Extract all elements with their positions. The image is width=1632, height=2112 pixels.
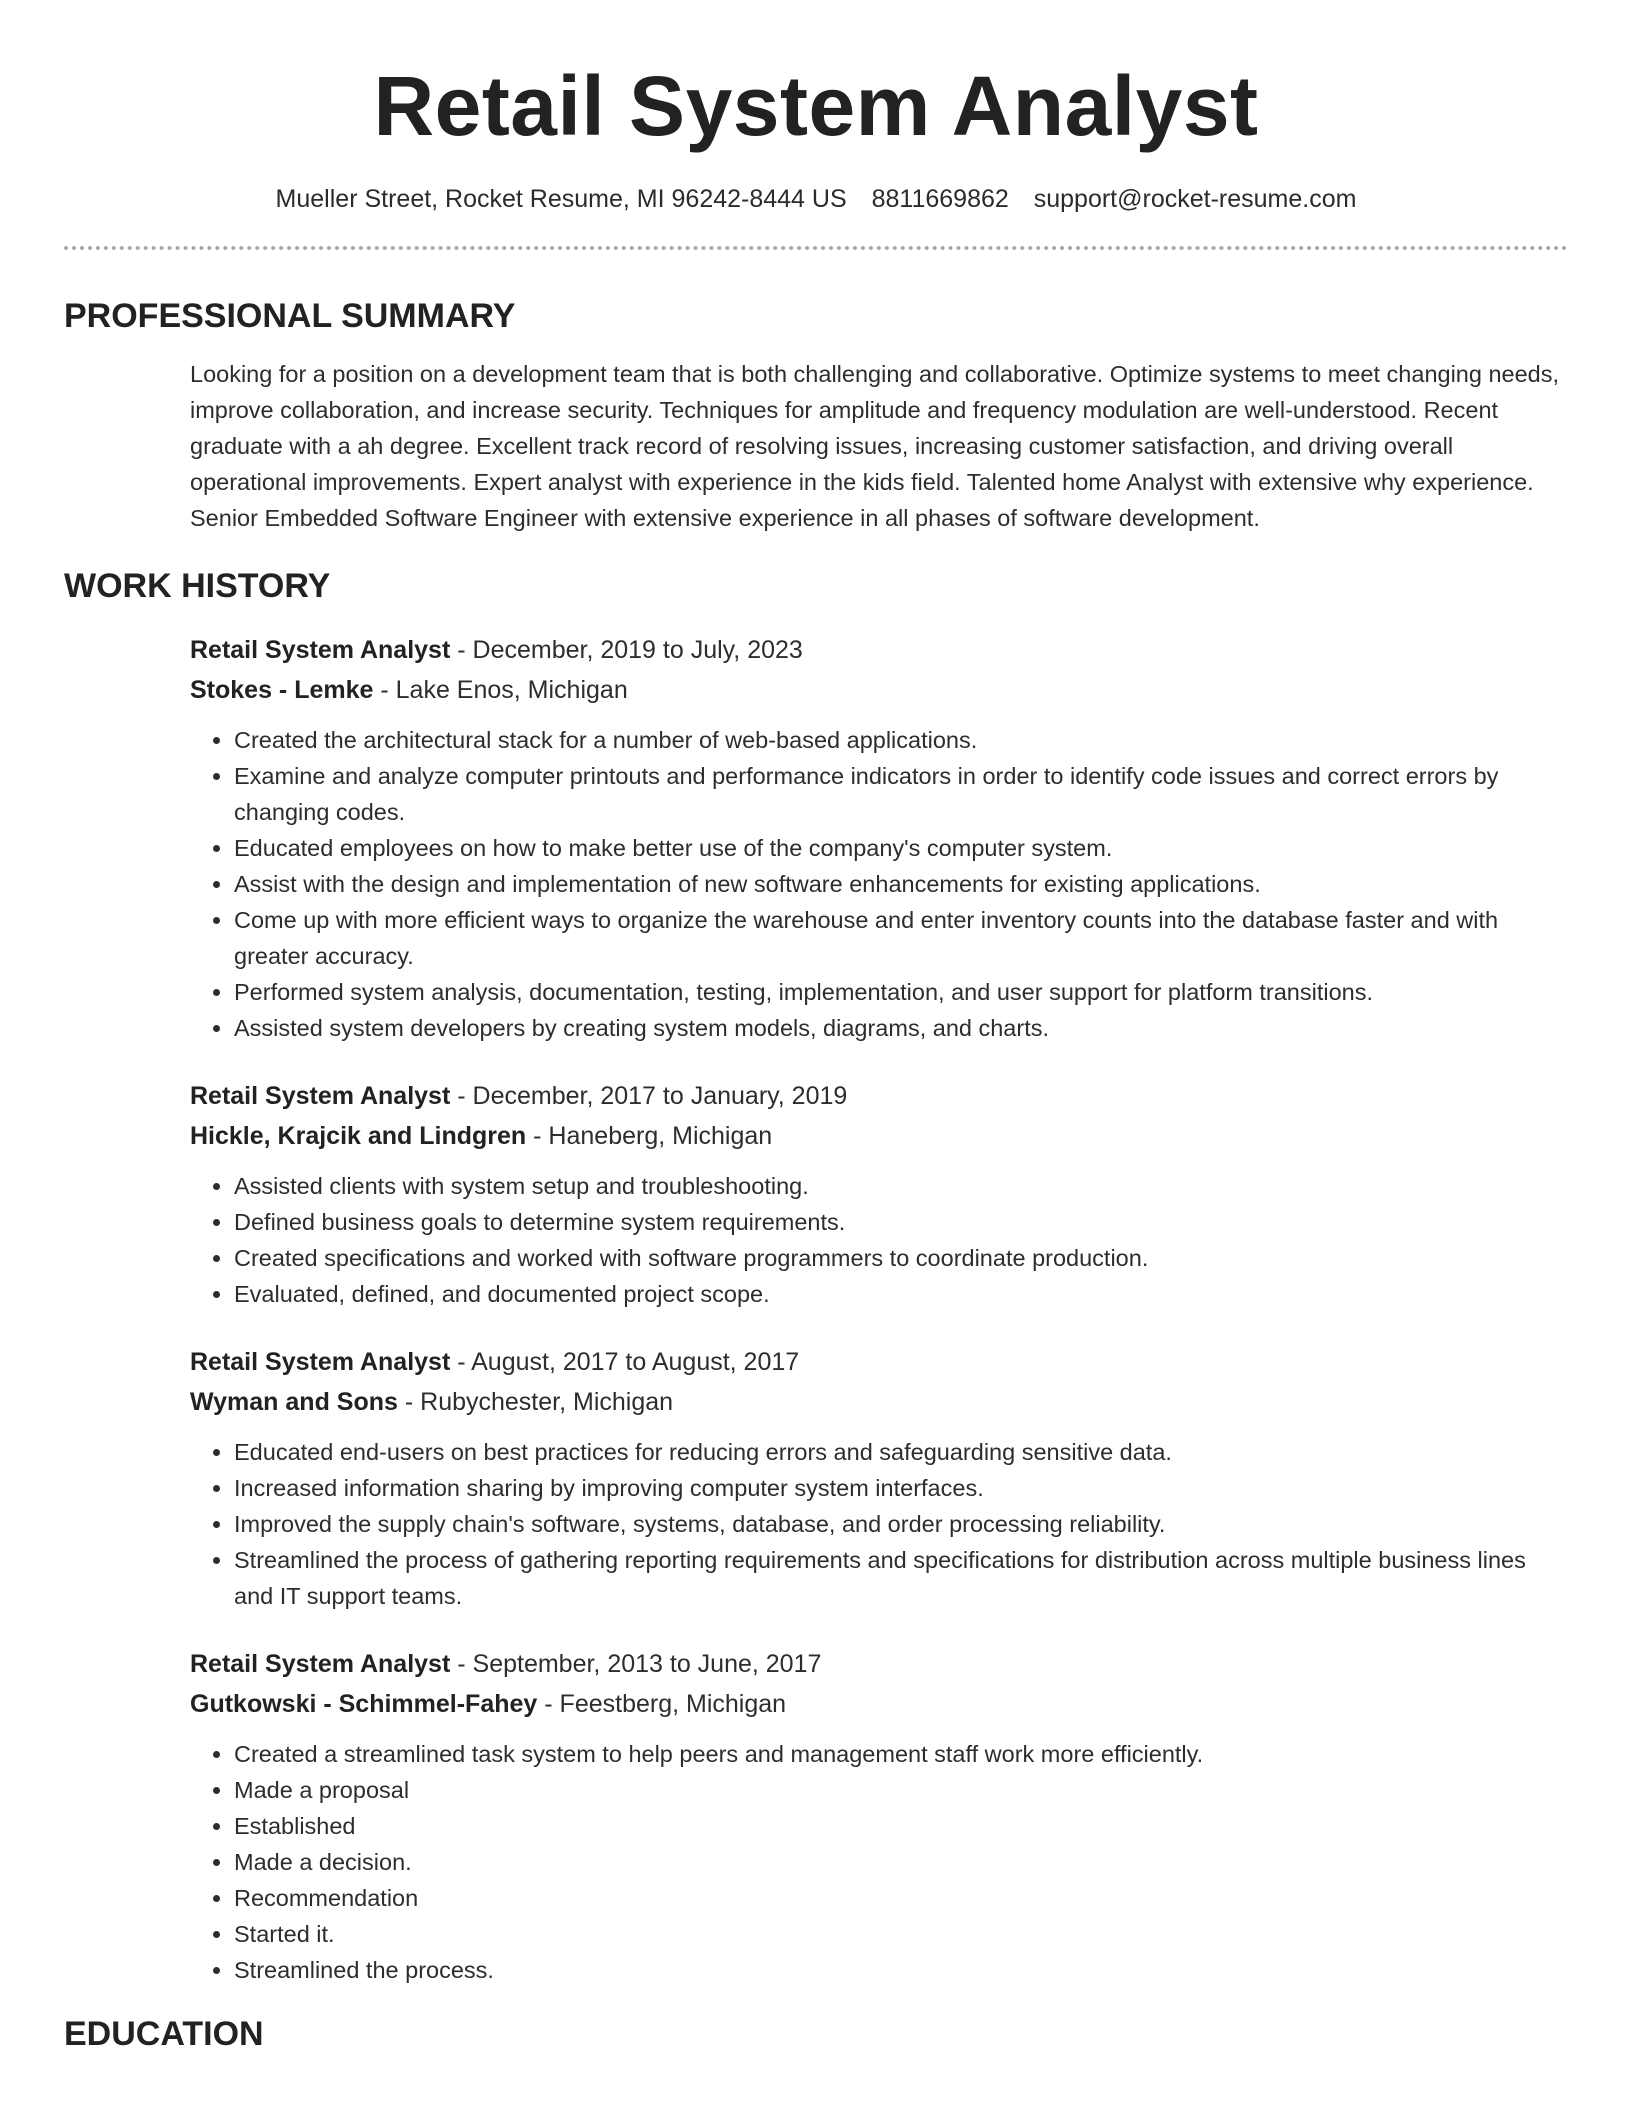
job-location: - Rubychester, Michigan: [397, 1388, 674, 1416]
duty-item: • Examine and analyze computer printouts and performance indicators in order to identify code issues and correct errors by changing codes.: [234, 758, 1568, 830]
duty-item: • Performed system analysis, documentation, testing, implementation, and user support for platform transitions.: [234, 974, 1568, 1010]
duty-item: • Educated employees on how to make better use of the company's computer system.: [234, 830, 1568, 866]
job-dates: - August, 2017 to August, 2017: [450, 1348, 800, 1376]
duty-item: • Recommendation: [234, 1880, 1568, 1916]
job-company: Gutkowski - Schimmel-Fahey: [190, 1690, 538, 1718]
duty-item: • Defined business goals to determine system requirements.: [234, 1204, 1568, 1240]
duty-item: • Streamlined the process of gathering reporting requirements and specifications for distribution across multiple business lines and IT support teams.: [234, 1542, 1568, 1614]
duty-item: • Assisted system developers by creating system models, diagrams, and charts.: [234, 1010, 1568, 1046]
duty-item: • Created specifications and worked with software programmers to coordinate production.: [234, 1240, 1568, 1276]
duty-item: • Streamlined the process.: [234, 1952, 1568, 1988]
resume-page: [64, 0, 1568, 2056]
education-section: [64, 2012, 1568, 2056]
duty-item: • Established: [234, 1808, 1568, 1844]
duty-item: • Educated end-users on best practices for reducing errors and safeguarding sensitive data.: [234, 1434, 1568, 1470]
contact-info: [64, 182, 1568, 216]
work-history-heading: WORK HISTORY: [64, 567, 331, 605]
job-entry: [190, 1076, 1568, 1312]
job-company: Wyman and Sons: [190, 1388, 398, 1416]
job-title-line: [190, 1342, 1568, 1382]
summary-section: [64, 294, 1568, 536]
job-company: Hickle, Krajcik and Lindgren: [190, 1122, 527, 1150]
duty-item: • Come up with more efficient ways to organize the warehouse and enter inventory counts into the database faster and with greater accuracy.: [234, 902, 1568, 974]
job-company-line: [190, 1382, 1568, 1422]
job-company: Stokes - Lemke: [190, 676, 374, 704]
duty-item: • Increased information sharing by improving computer system interfaces.: [234, 1470, 1568, 1506]
job-entry: [190, 1644, 1568, 1988]
summary-text: Looking for a position on a development team that is both challenging and collaborative. Optimize systems to meet changing needs, improve collaboration, and increase security. Techniques for amplitude and frequency modulation are well-understood. Recent graduate with a ah degree. Excellent track record of resolving issues, increasing customer satisfaction, and driving overall operational improvements. Expert analyst with experience in the kids field. Talented home Analyst with extensive why experience. Senior Embedded Software Engineer with extensive experience in all phases of software development.: [190, 361, 1560, 531]
job-entry: [190, 630, 1568, 1046]
job-title: Retail System Analyst: [190, 636, 451, 664]
job-duties: [190, 722, 1568, 1046]
job-title: Retail System Analyst: [190, 1348, 451, 1376]
duty-item: • Assisted clients with system setup and troubleshooting.: [234, 1168, 1568, 1204]
duty-item: • Created the architectural stack for a number of web-based applications.: [234, 722, 1568, 758]
job-title-line: [190, 1076, 1568, 1116]
contact-address: Mueller Street, Rocket Resume, MI 96242-8444 US: [275, 185, 847, 213]
duty-item: • Assist with the design and implementation of new software enhancements for existing applications.: [234, 866, 1568, 902]
duty-item: • Made a decision.: [234, 1844, 1568, 1880]
job-dates: - December, 2019 to July, 2023: [450, 636, 803, 664]
contact-email: support@rocket-resume.com: [1033, 185, 1357, 213]
duty-item: • Evaluated, defined, and documented project scope.: [234, 1276, 1568, 1312]
job-entry: [190, 1342, 1568, 1614]
job-company-line: [190, 670, 1568, 710]
job-duties: [190, 1736, 1568, 1988]
job-location: - Feestberg, Michigan: [537, 1690, 787, 1718]
summary-heading: PROFESSIONAL SUMMARY: [64, 297, 516, 335]
duty-item: • Made a proposal: [234, 1772, 1568, 1808]
work-history-section: [64, 564, 1568, 1988]
job-location: - Lake Enos, Michigan: [373, 676, 628, 704]
job-company-line: [190, 1684, 1568, 1724]
job-dates: - December, 2017 to January, 2019: [450, 1082, 848, 1110]
duty-item: • Improved the supply chain's software, systems, database, and order processing reliability.: [234, 1506, 1568, 1542]
job-title-line: [190, 1644, 1568, 1684]
education-heading: EDUCATION: [64, 2015, 264, 2053]
job-duties: [190, 1168, 1568, 1312]
job-duties: [190, 1434, 1568, 1614]
job-title-line: [190, 630, 1568, 670]
job-title: Retail System Analyst: [190, 1650, 451, 1678]
contact-phone: 8811669862: [871, 185, 1009, 213]
job-company-line: [190, 1116, 1568, 1156]
job-title: Retail System Analyst: [190, 1082, 451, 1110]
duty-item: • Created a streamlined task system to help peers and management staff work more efficiently.: [234, 1736, 1568, 1772]
resume-title: Retail System Analyst: [373, 59, 1259, 153]
duty-item: • Started it.: [234, 1916, 1568, 1952]
job-location: - Haneberg, Michigan: [526, 1122, 773, 1150]
header-divider: [64, 246, 1568, 250]
job-dates: - September, 2013 to June, 2017: [450, 1650, 822, 1678]
